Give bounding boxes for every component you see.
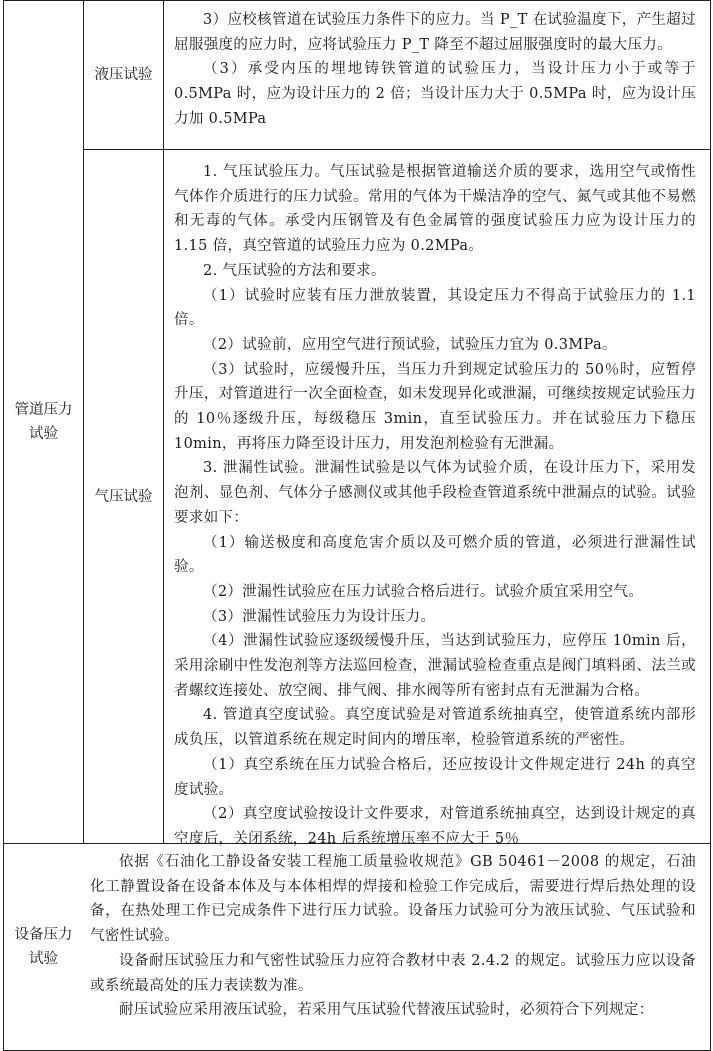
pneumatic-paragraph: （1）真空系统在压力试验合格后，还应按设计文件规定进行 24h 的真空度试验。 — [174, 756, 696, 798]
pneumatic-paragraph: （3）泄漏性试验压力为设计压力。 — [203, 608, 436, 625]
pneumatic-test-label: 气压试验 — [94, 488, 153, 505]
pneumatic-paragraph: 2. 气压试验的方法和要求。 — [203, 262, 386, 279]
equipment-paragraph: 设备耐压试验压力和气密性试验压力应符合教材中表 2.4.2 的规定。试验压力应以设备或系统最高处的压力表读数为准。 — [90, 952, 696, 994]
pneumatic-paragraph: （1）输送极度和高度危害介质以及可燃介质的管道，必须进行泄漏性试验。 — [174, 534, 696, 576]
pneumatic-paragraph: 1. 气压试验压力。气压试验是根据管道输送介质的要求，选用空气或惰性气体作介质进行的压力试验。常用的气体为干燥洁净的空气、氮气或其他不易燃和无毒的气体。承受内压钢管及有色金属管的强度试验压力应为设计压力的 1.15 倍，真空管道的试验压力应为 0.2MPa。 — [174, 164, 696, 255]
pneumatic-paragraph: （2）试验前，应用空气进行预试验，试验压力宜为 0.3MPa。 — [203, 336, 617, 353]
equipment-pressure-test-label: 设备压力 试验 — [14, 927, 73, 967]
equipment-paragraph: 依据《石油化工静设备安装工程施工质量验收规范》GB 50461－2008 的规定，石油化工静置设备在设备本体及与本体相焊的焊接和检验工作完成后，需要进行焊后热处理的设备，在热处理工作已完成条件下进行压力试验。设备压力试验可分为液压试验、气压试验和气密性试验。 — [90, 854, 696, 945]
equipment-paragraph: 耐压试验应采用液压试验，若采用气压试验代替液压试验时，必须符合下列规定： — [119, 1002, 654, 1019]
pneumatic-paragraph: （2）真空度试验按设计文件要求，对管道系统抽真空，达到设计规定的真空度后，关闭系统，24h 后系统增压率不应大于 5％ — [174, 806, 696, 847]
pneumatic-paragraph: （2）泄漏性试验应在压力试验合格后进行。试验介质宜采用空气。 — [203, 583, 644, 600]
hydro-test-label: 液压试验 — [94, 66, 153, 83]
pneumatic-paragraph: （3）试验时，应缓慢升压，当压力升到规定试验压力的 50％时，应暂停升压，对管道进行一次全面检查，如未发现异化或泄漏，可继续按规定试验压力的 10％逐级升压，每级稳压 3min，直至试验压力。并在试验压力下稳压 10min，再将压力降至设计压力，用发泡剂检验有无泄漏。 — [174, 361, 696, 452]
pneumatic-paragraph: 4. 管道真空度试验。真空度试验是对管道系统抽真空，使管道系统内部形成负压，以管道系统在规定时间内的增压率，检验管道系统的严密性。 — [174, 707, 696, 749]
hydro-test-content — [174, 8, 696, 132]
pipe-pressure-test-label: 管道压力 试验 — [14, 401, 73, 442]
pneumatic-paragraph: 3. 泄漏性试验。泄漏性试验是以气体为试验介质，在设计压力下，采用发泡剂、显色剂、气体分子感测仪或其他手段检查管道系统中泄漏点的试验。试验要求如下： — [174, 460, 696, 526]
hydro-paragraph: （3）承受内压的埋地铸铁管道的试验压力，当设计压力小于或等于 0.5MPa 时，应为设计压力的 2 倍；当设计压力大于 0.5MPa 时，应为设计压力加 0.5MPa — [174, 61, 696, 127]
pneumatic-paragraph: （1）试验时应装有压力泄放装置，其设定压力不得高于试验压力的 1.1 倍。 — [174, 287, 696, 329]
pneumatic-test-content — [174, 160, 696, 852]
pneumatic-paragraph: （4）泄漏性试验应逐级缓慢升压，当达到试验压力，应停压 10min 后，采用涂刷中性发泡剂等方法巡回检查，泄漏试验检查重点是阀门填料函、法兰或者螺纹连接处、放空阀、排气阀、排水阀等所有密封点有无泄漏为合格。 — [174, 633, 696, 699]
hydro-paragraph: 3）应校核管道在试验压力条件下的应力。当 P_T 在试验温度下，产生超过屈服强度的应力时，应将试验压力 P_T 降至不超过屈服强度时的最大压力。 — [174, 12, 696, 53]
equipment-test-content — [90, 850, 696, 1023]
